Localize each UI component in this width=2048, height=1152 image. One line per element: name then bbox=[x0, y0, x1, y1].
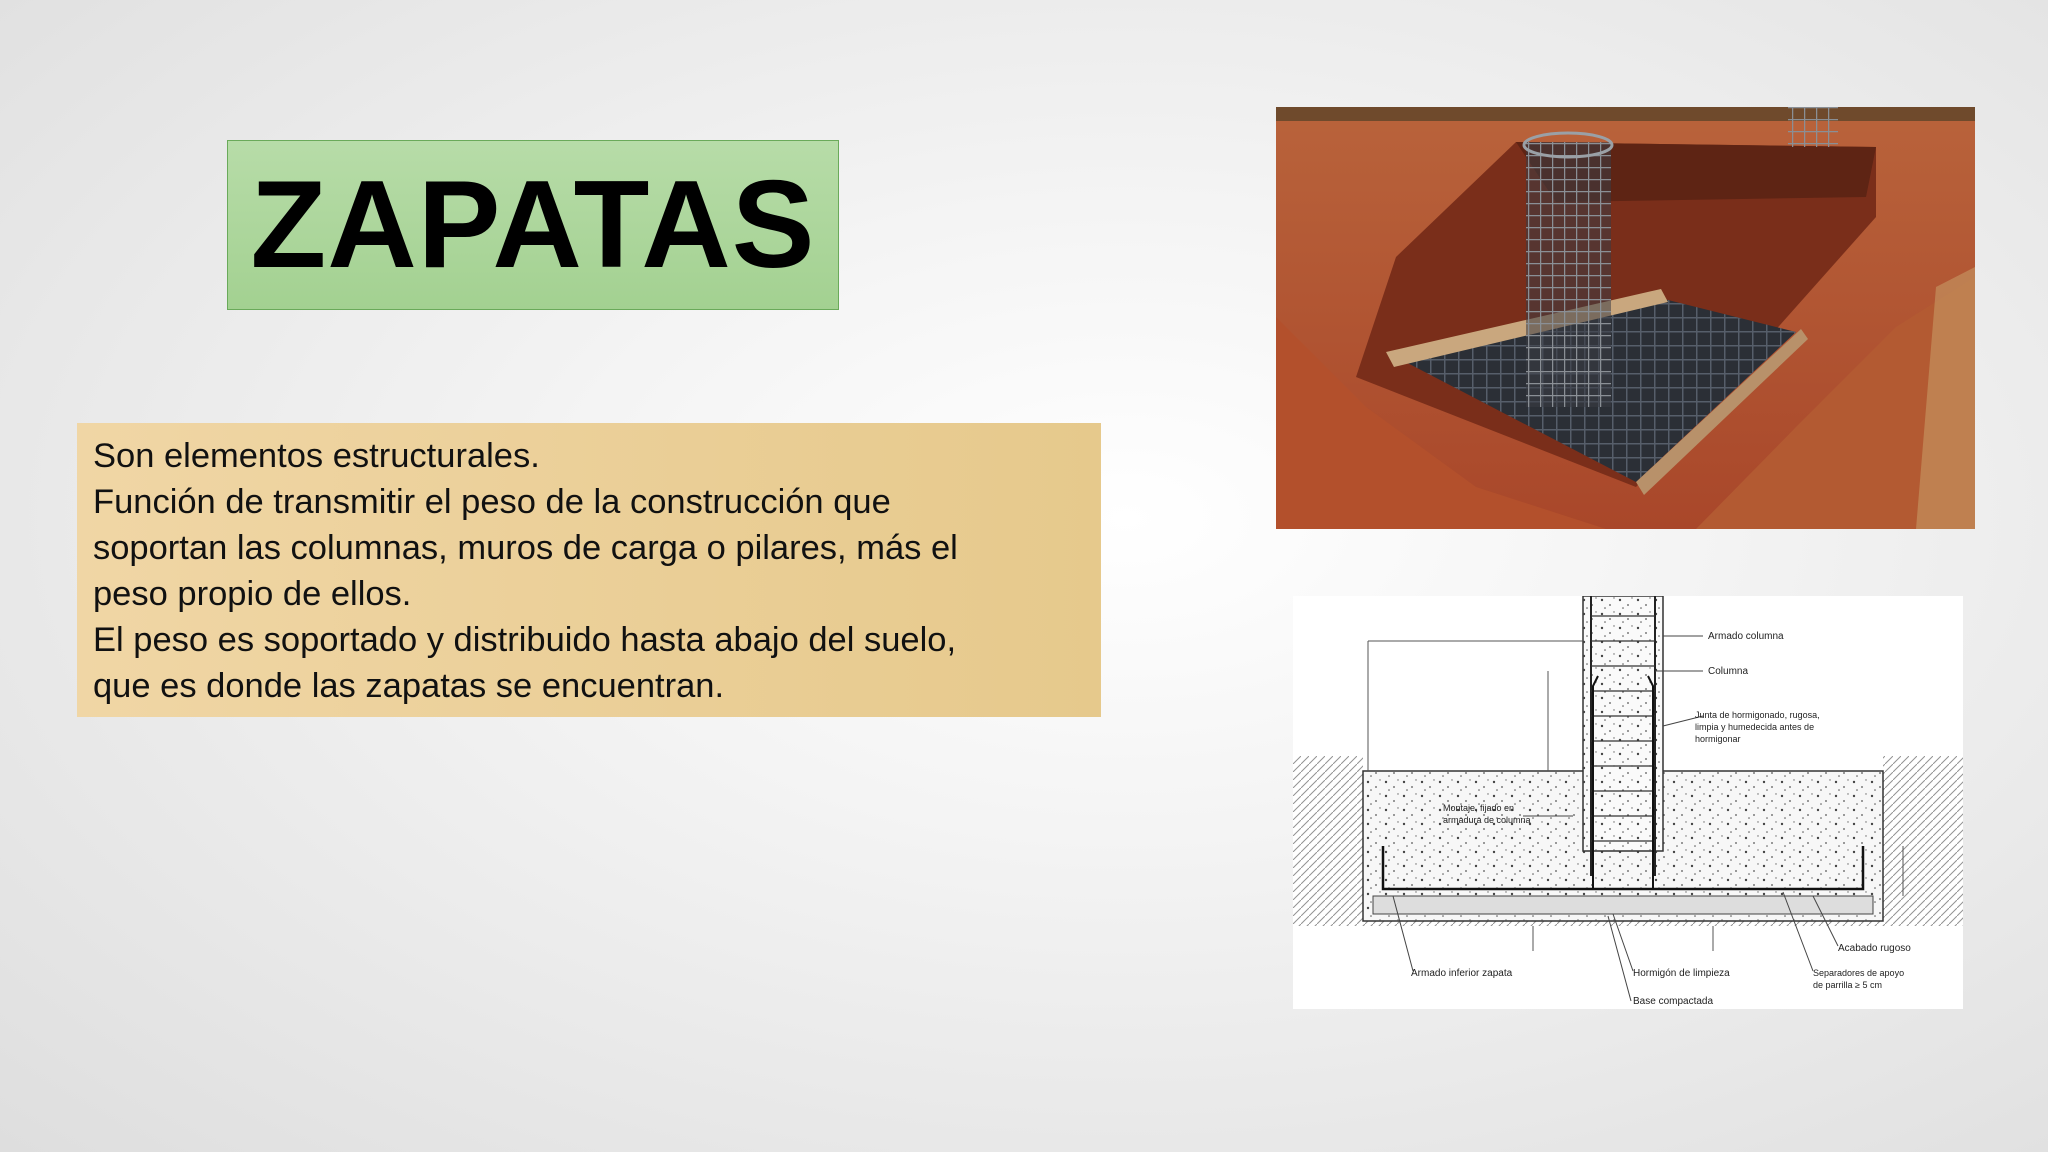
label-armado-inferior: Armado inferior zapata bbox=[1411, 968, 1513, 979]
body-line-2: Función de transmitir el peso de la construcción que bbox=[93, 483, 891, 521]
slide-title: ZAPATAS bbox=[250, 156, 816, 294]
label-columna: Columna bbox=[1708, 666, 1749, 677]
body-text-box bbox=[77, 423, 1101, 717]
label-armado-columna: Armado columna bbox=[1708, 631, 1784, 642]
label-junta-1: Junta de hormigonado, rugosa, bbox=[1695, 710, 1820, 720]
label-junta-2: limpia y humedecida antes de bbox=[1695, 722, 1815, 732]
label-base: Base compactada bbox=[1633, 996, 1714, 1007]
footing-excavation-photo bbox=[1276, 107, 1975, 529]
label-hormigon-limpieza: Hormigón de limpieza bbox=[1633, 968, 1730, 979]
body-line-3: soportan las columnas, muros de carga o pilares, más el bbox=[93, 529, 958, 567]
label-separadores-1: Separadores de apoyo bbox=[1813, 968, 1905, 978]
title-box bbox=[227, 140, 839, 310]
label-montaje-2: armadura de columna bbox=[1443, 815, 1531, 825]
body-line-6: que es donde las zapatas se encuentran. bbox=[93, 667, 725, 705]
label-junta-3: hormigonar bbox=[1695, 734, 1741, 744]
label-acabado: Acabado rugoso bbox=[1838, 943, 1911, 954]
label-montaje-1: Montaje, fijado en bbox=[1443, 803, 1515, 813]
body-line-5: El peso es soportado y distribuido hasta abajo del suelo, bbox=[93, 621, 957, 659]
footing-section-drawing bbox=[1293, 596, 1963, 1009]
body-line-1: Son elementos estructurales. bbox=[93, 437, 540, 475]
body-line-4: peso propio de ellos. bbox=[93, 575, 412, 613]
label-separadores-2: de parrilla ≥ 5 cm bbox=[1813, 980, 1882, 990]
